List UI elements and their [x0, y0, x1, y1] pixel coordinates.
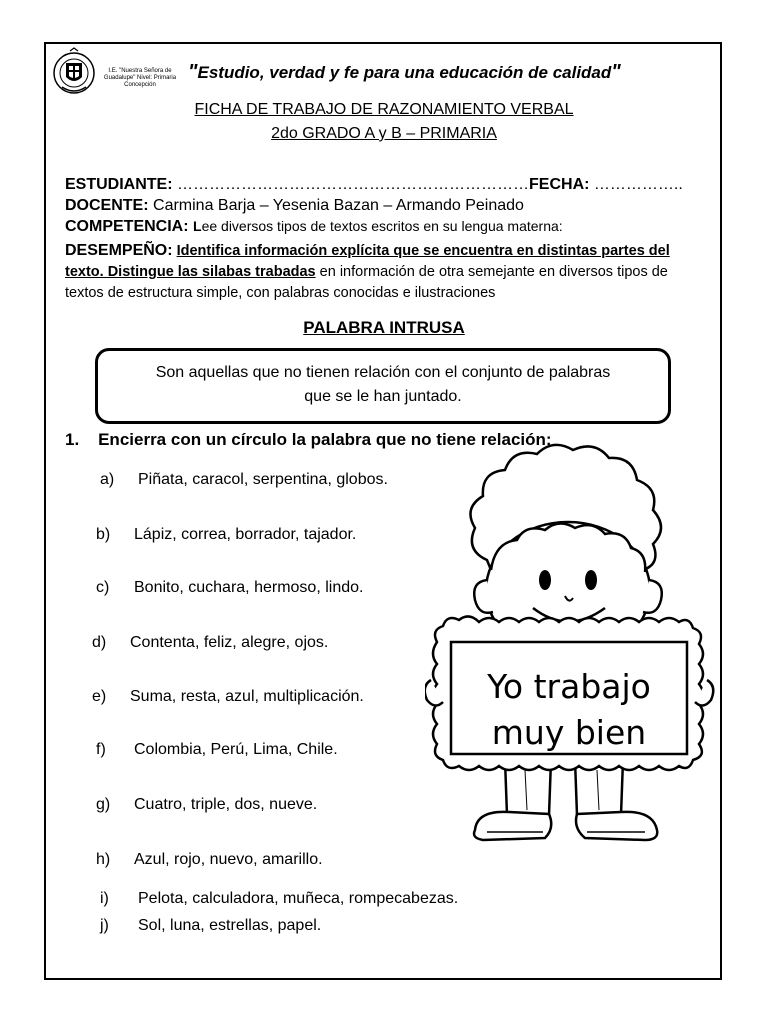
school-name: I.E. "Nuestra Señora de Guadalupe" Nivel: Primaria Concepción — [103, 68, 177, 88]
list-item: c) Bonito, cuchara, hermoso, lindo. — [96, 579, 364, 596]
worksheet-title: FICHA DE TRABAJO DE RAZONAMIENTO VERBAL — [194, 101, 574, 118]
date-blank: …………….. — [593, 176, 683, 193]
student-line: ESTUDIANTE: …………………………………………………………FECHA: …………….. — [65, 176, 683, 193]
competency-line: COMPETENCIA: Lee diversos tipos de textos escritos en su lengua materna: — [65, 218, 563, 235]
list-item: j) Sol, luna, estrellas, papel. — [100, 917, 322, 934]
sign-text-line-2: muy bien — [491, 713, 647, 752]
teacher-line: DOCENTE: Carmina Barja – Yesenia Bazan – Armando Peinado — [65, 197, 524, 214]
exercise-instruction: 1. Encierra con un círculo la palabra que no tiene relación: — [65, 430, 552, 449]
definition-line-1: Son aquellas que no tienen relación con el conjunto de palabras — [155, 364, 611, 381]
list-item: a) Piñata, caracol, serpentina, globos. — [100, 471, 388, 488]
student-blank: ………………………………………………………… — [177, 176, 530, 193]
list-item: d) Contenta, feliz, alegre, ojos. — [92, 634, 329, 651]
list-item: f) Colombia, Perú, Lima, Chile. — [96, 741, 338, 758]
sign-text-line-1: Yo trabajo — [487, 667, 651, 706]
list-item: b) Lápiz, correa, borrador, tajador. — [96, 526, 357, 543]
worksheet-subtitle: 2do GRADO A y B – PRIMARIA — [271, 125, 497, 142]
school-motto: "Estudio, verdad y fe para una educación de calidad" — [188, 61, 621, 83]
child-holding-sign-illustration — [425, 430, 715, 850]
school-crest-logo — [52, 47, 96, 99]
definition-line-2: que se le han juntado. — [304, 388, 462, 405]
list-item: h) Azul, rojo, nuevo, amarillo. — [96, 851, 323, 868]
list-item: g) Cuatro, triple, dos, nueve. — [96, 796, 318, 813]
list-item: i) Pelota, calculadora, muñeca, rompecabezas. — [100, 890, 459, 907]
definition-box — [95, 348, 671, 424]
list-item: e) Suma, resta, azul, multiplicación. — [92, 688, 364, 705]
section-title: PALABRA INTRUSA — [303, 318, 465, 337]
performance-paragraph: DESEMPEÑO: Identifica información explícita que se encuentra en distintas partes del texto. Distingue las silabas trabadas en información de otra semejante en diversos tipos de textos de estructura simple, con palabras conocidas e ilustraciones — [65, 242, 670, 301]
